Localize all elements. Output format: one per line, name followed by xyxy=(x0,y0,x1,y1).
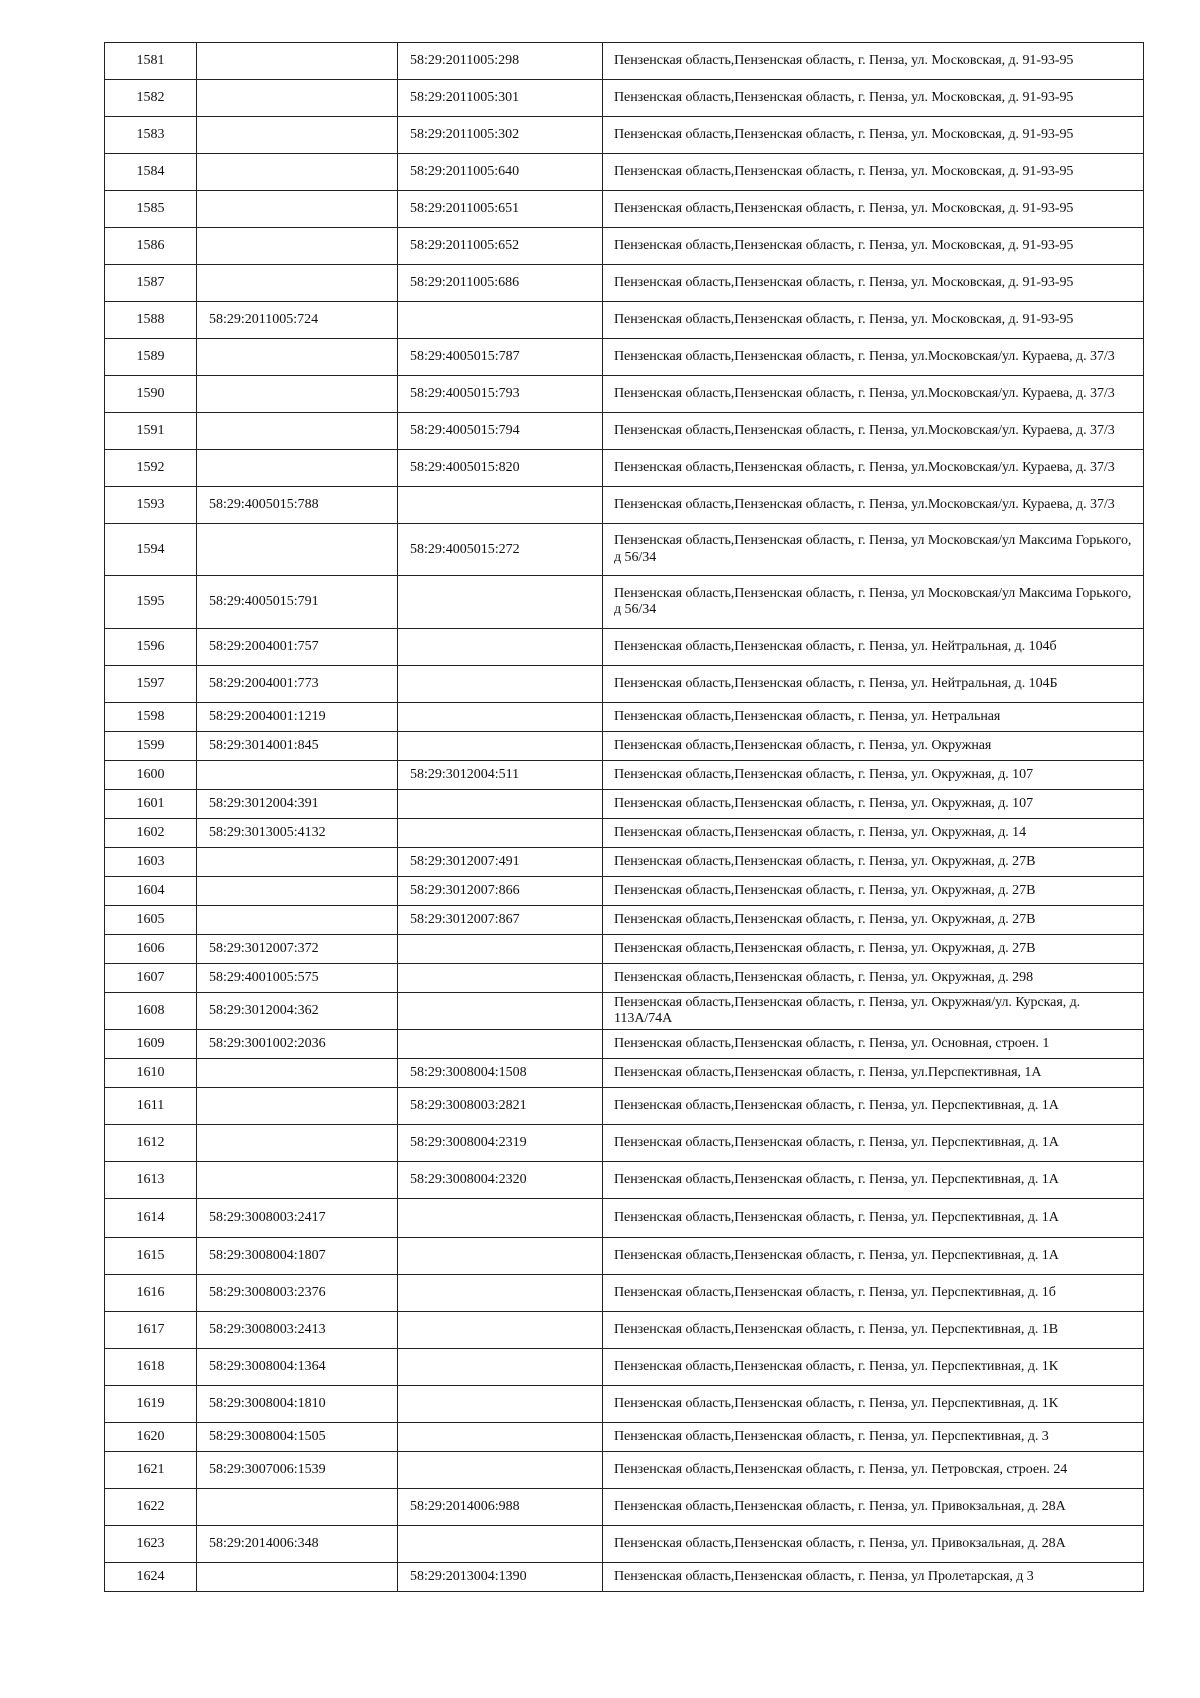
table-row xyxy=(105,1386,1144,1423)
cadastral-number-parcel xyxy=(197,339,398,376)
address-cell: Пензенская область,Пензенская область, г. Пенза, ул. Нейтральная, д. 104Б xyxy=(603,666,1144,703)
row-number: 1619 xyxy=(105,1386,197,1423)
table-row xyxy=(105,877,1144,906)
table-row xyxy=(105,80,1144,117)
table-row xyxy=(105,906,1144,935)
address-cell: Пензенская область,Пензенская область, г. Пенза, ул. Окружная, д. 107 xyxy=(603,761,1144,790)
table-row xyxy=(105,154,1144,191)
row-number: 1604 xyxy=(105,877,197,906)
address-cell: Пензенская область,Пензенская область, г. Пенза, ул. Привокзальная, д. 28А xyxy=(603,1489,1144,1526)
row-number: 1591 xyxy=(105,413,197,450)
table-row xyxy=(105,524,1144,576)
address-cell: Пензенская область,Пензенская область, г. Пенза, ул. Московская, д. 91-93-95 xyxy=(603,302,1144,339)
row-number: 1609 xyxy=(105,1030,197,1059)
address-cell: Пензенская область,Пензенская область, г. Пенза, ул. Перспективная, д. 1В xyxy=(603,1312,1144,1349)
table-row xyxy=(105,1312,1144,1349)
address-cell: Пензенская область,Пензенская область, г. Пенза, ул. Перспективная, д. 1А xyxy=(603,1238,1144,1275)
address-cell: Пензенская область,Пензенская область, г. Пенза, ул. Перспективная, д. 1б xyxy=(603,1275,1144,1312)
cadastral-number-parcel: 58:29:3008004:1505 xyxy=(197,1423,398,1452)
table-row xyxy=(105,450,1144,487)
cadastral-number-premises: 58:29:3008004:2319 xyxy=(398,1125,603,1162)
cadastral-number-parcel xyxy=(197,154,398,191)
row-number: 1612 xyxy=(105,1125,197,1162)
row-number: 1582 xyxy=(105,80,197,117)
cadastral-number-premises xyxy=(398,629,603,666)
cadastral-number-parcel xyxy=(197,191,398,228)
cadastral-number-parcel xyxy=(197,117,398,154)
table-row xyxy=(105,1563,1144,1592)
cadastral-table xyxy=(104,42,1144,1592)
cadastral-number-parcel: 58:29:2004001:1219 xyxy=(197,703,398,732)
table-row xyxy=(105,302,1144,339)
table-row xyxy=(105,1030,1144,1059)
table-row xyxy=(105,339,1144,376)
row-number: 1621 xyxy=(105,1452,197,1489)
address-cell: Пензенская область,Пензенская область, г. Пенза, ул. Московская, д. 91-93-95 xyxy=(603,191,1144,228)
row-number: 1590 xyxy=(105,376,197,413)
address-cell: Пензенская область,Пензенская область, г. Пенза, ул. Нетральная xyxy=(603,703,1144,732)
row-number: 1593 xyxy=(105,487,197,524)
address-cell: Пензенская область,Пензенская область, г. Пенза, ул. Окружная, д. 27В xyxy=(603,877,1144,906)
address-cell: Пензенская область,Пензенская область, г. Пенза, ул. Московская, д. 91-93-95 xyxy=(603,228,1144,265)
table-row xyxy=(105,191,1144,228)
cadastral-number-premises: 58:29:3008004:1508 xyxy=(398,1059,603,1088)
row-number: 1610 xyxy=(105,1059,197,1088)
cadastral-number-premises xyxy=(398,1526,603,1563)
cadastral-number-premises: 58:29:3008004:2320 xyxy=(398,1162,603,1199)
row-number: 1605 xyxy=(105,906,197,935)
table-row xyxy=(105,1199,1144,1238)
cadastral-number-premises: 58:29:3012004:511 xyxy=(398,761,603,790)
cadastral-number-parcel: 58:29:3012004:362 xyxy=(197,993,398,1030)
table-row xyxy=(105,413,1144,450)
cadastral-number-premises xyxy=(398,703,603,732)
cadastral-number-premises: 58:29:4005015:794 xyxy=(398,413,603,450)
row-number: 1581 xyxy=(105,43,197,80)
table-row xyxy=(105,1452,1144,1489)
cadastral-number-parcel: 58:29:3008003:2376 xyxy=(197,1275,398,1312)
cadastral-number-parcel: 58:29:3008004:1807 xyxy=(197,1238,398,1275)
address-cell: Пензенская область,Пензенская область, г. Пенза, ул. Московская, д. 91-93-95 xyxy=(603,43,1144,80)
address-cell: Пензенская область,Пензенская область, г. Пенза, ул Московская/ул Максима Горького, д 56/34 xyxy=(603,576,1144,629)
cadastral-number-premises: 58:29:2011005:298 xyxy=(398,43,603,80)
table-row xyxy=(105,576,1144,629)
table-row xyxy=(105,1349,1144,1386)
address-cell: Пензенская область,Пензенская область, г. Пенза, ул. Перспективная, д. 1К xyxy=(603,1349,1144,1386)
table-row xyxy=(105,1489,1144,1526)
row-number: 1608 xyxy=(105,993,197,1030)
cadastral-number-premises: 58:29:2011005:301 xyxy=(398,80,603,117)
cadastral-number-premises: 58:29:2011005:302 xyxy=(398,117,603,154)
address-cell: Пензенская область,Пензенская область, г. Пенза, ул. Окружная, д. 107 xyxy=(603,790,1144,819)
cadastral-number-premises: 58:29:4005015:793 xyxy=(398,376,603,413)
cadastral-number-parcel xyxy=(197,265,398,302)
address-cell: Пензенская область,Пензенская область, г. Пенза, ул. Московская, д. 91-93-95 xyxy=(603,154,1144,191)
address-cell: Пензенская область,Пензенская область, г. Пенза, ул.Московская/ул. Кураева, д. 37/3 xyxy=(603,413,1144,450)
cadastral-number-premises: 58:29:3012007:866 xyxy=(398,877,603,906)
row-number: 1607 xyxy=(105,964,197,993)
table-row xyxy=(105,848,1144,877)
cadastral-number-premises: 58:29:3012007:491 xyxy=(398,848,603,877)
cadastral-number-parcel xyxy=(197,906,398,935)
address-cell: Пензенская область,Пензенская область, г. Пенза, ул. Перспективная, д. 1А xyxy=(603,1088,1144,1125)
address-cell: Пензенская область,Пензенская область, г. Пенза, ул.Московская/ул. Кураева, д. 37/3 xyxy=(603,339,1144,376)
address-cell: Пензенская область,Пензенская область, г. Пенза, ул. Привокзальная, д. 28А xyxy=(603,1526,1144,1563)
cadastral-number-parcel xyxy=(197,877,398,906)
address-cell: Пензенская область,Пензенская область, г. Пенза, ул. Московская, д. 91-93-95 xyxy=(603,80,1144,117)
row-number: 1587 xyxy=(105,265,197,302)
row-number: 1618 xyxy=(105,1349,197,1386)
cadastral-number-premises xyxy=(398,1238,603,1275)
cadastral-number-premises xyxy=(398,732,603,761)
address-cell: Пензенская область,Пензенская область, г. Пенза, ул. Перспективная, д. 3 xyxy=(603,1423,1144,1452)
row-number: 1600 xyxy=(105,761,197,790)
cadastral-number-premises xyxy=(398,1199,603,1238)
row-number: 1583 xyxy=(105,117,197,154)
address-cell: Пензенская область,Пензенская область, г. Пенза, ул. Перспективная, д. 1К xyxy=(603,1386,1144,1423)
address-cell: Пензенская область,Пензенская область, г. Пенза, ул. Окружная, д. 27В xyxy=(603,906,1144,935)
cadastral-number-parcel xyxy=(197,413,398,450)
cadastral-number-premises: 58:29:2011005:652 xyxy=(398,228,603,265)
table-row xyxy=(105,790,1144,819)
address-cell: Пензенская область,Пензенская область, г. Пенза, ул. Окружная, д. 27В xyxy=(603,935,1144,964)
row-number: 1592 xyxy=(105,450,197,487)
row-number: 1620 xyxy=(105,1423,197,1452)
cadastral-number-parcel xyxy=(197,761,398,790)
cadastral-number-parcel: 58:29:3008003:2417 xyxy=(197,1199,398,1238)
cadastral-number-parcel: 58:29:4005015:788 xyxy=(197,487,398,524)
cadastral-number-parcel xyxy=(197,228,398,265)
cadastral-number-premises xyxy=(398,790,603,819)
table-row xyxy=(105,228,1144,265)
cadastral-number-premises xyxy=(398,1275,603,1312)
address-cell: Пензенская область,Пензенская область, г. Пенза, ул. Петровская, строен. 24 xyxy=(603,1452,1144,1489)
row-number: 1588 xyxy=(105,302,197,339)
table-row xyxy=(105,265,1144,302)
row-number: 1603 xyxy=(105,848,197,877)
cadastral-number-premises xyxy=(398,964,603,993)
table-row xyxy=(105,487,1144,524)
row-number: 1623 xyxy=(105,1526,197,1563)
address-cell: Пензенская область,Пензенская область, г. Пенза, ул. Основная, строен. 1 xyxy=(603,1030,1144,1059)
cadastral-number-premises xyxy=(398,935,603,964)
address-cell: Пензенская область,Пензенская область, г. Пенза, ул. Нейтральная, д. 104б xyxy=(603,629,1144,666)
table-row xyxy=(105,629,1144,666)
cadastral-number-premises xyxy=(398,666,603,703)
table-row xyxy=(105,732,1144,761)
cadastral-number-parcel: 58:29:3007006:1539 xyxy=(197,1452,398,1489)
cadastral-number-parcel: 58:29:2011005:724 xyxy=(197,302,398,339)
cadastral-number-premises: 58:29:2011005:640 xyxy=(398,154,603,191)
cadastral-number-premises: 58:29:3012007:867 xyxy=(398,906,603,935)
cadastral-number-parcel xyxy=(197,450,398,487)
row-number: 1613 xyxy=(105,1162,197,1199)
table-row xyxy=(105,1125,1144,1162)
row-number: 1622 xyxy=(105,1489,197,1526)
cadastral-number-premises: 58:29:4005015:820 xyxy=(398,450,603,487)
cadastral-number-premises: 58:29:2011005:686 xyxy=(398,265,603,302)
table-body xyxy=(105,43,1144,1592)
cadastral-number-premises xyxy=(398,1030,603,1059)
row-number: 1614 xyxy=(105,1199,197,1238)
cadastral-number-parcel xyxy=(197,1162,398,1199)
cadastral-number-parcel xyxy=(197,1563,398,1592)
cadastral-number-parcel: 58:29:3014001:845 xyxy=(197,732,398,761)
row-number: 1598 xyxy=(105,703,197,732)
address-cell: Пензенская область,Пензенская область, г. Пенза, ул.Перспективная, 1А xyxy=(603,1059,1144,1088)
cadastral-number-parcel: 58:29:3001002:2036 xyxy=(197,1030,398,1059)
table-row xyxy=(105,1275,1144,1312)
row-number: 1601 xyxy=(105,790,197,819)
cadastral-number-premises xyxy=(398,1386,603,1423)
cadastral-number-premises: 58:29:3008003:2821 xyxy=(398,1088,603,1125)
address-cell: Пензенская область,Пензенская область, г. Пенза, ул.Московская/ул. Кураева, д. 37/3 xyxy=(603,450,1144,487)
cadastral-number-premises: 58:29:2011005:651 xyxy=(398,191,603,228)
address-cell: Пензенская область,Пензенская область, г. Пенза, ул. Перспективная, д. 1А xyxy=(603,1199,1144,1238)
row-number: 1624 xyxy=(105,1563,197,1592)
cadastral-number-premises: 58:29:2014006:988 xyxy=(398,1489,603,1526)
address-cell: Пензенская область,Пензенская область, г. Пенза, ул Пролетарская, д 3 xyxy=(603,1563,1144,1592)
table-row xyxy=(105,43,1144,80)
row-number: 1584 xyxy=(105,154,197,191)
address-cell: Пензенская область,Пензенская область, г. Пенза, ул. Перспективная, д. 1А xyxy=(603,1125,1144,1162)
cadastral-number-parcel xyxy=(197,1059,398,1088)
address-cell: Пензенская область,Пензенская область, г. Пенза, ул.Московская/ул. Кураева, д. 37/3 xyxy=(603,376,1144,413)
cadastral-number-parcel: 58:29:4005015:791 xyxy=(197,576,398,629)
row-number: 1606 xyxy=(105,935,197,964)
cadastral-number-premises xyxy=(398,576,603,629)
table-row xyxy=(105,1088,1144,1125)
cadastral-number-parcel xyxy=(197,1088,398,1125)
cadastral-number-premises xyxy=(398,1423,603,1452)
address-cell: Пензенская область,Пензенская область, г. Пенза, ул. Окружная, д. 27В xyxy=(603,848,1144,877)
cadastral-number-premises xyxy=(398,1349,603,1386)
table-row xyxy=(105,1423,1144,1452)
table-row xyxy=(105,117,1144,154)
row-number: 1585 xyxy=(105,191,197,228)
table-row xyxy=(105,993,1144,1030)
table-row xyxy=(105,1162,1144,1199)
cadastral-number-premises xyxy=(398,1452,603,1489)
cadastral-number-parcel xyxy=(197,376,398,413)
row-number: 1599 xyxy=(105,732,197,761)
row-number: 1596 xyxy=(105,629,197,666)
address-cell: Пензенская область,Пензенская область, г. Пенза, ул. Московская, д. 91-93-95 xyxy=(603,117,1144,154)
cadastral-number-parcel xyxy=(197,1489,398,1526)
table-row xyxy=(105,819,1144,848)
address-cell: Пензенская область,Пензенская область, г. Пенза, ул. Окружная, д. 298 xyxy=(603,964,1144,993)
cadastral-number-parcel: 58:29:3008003:2413 xyxy=(197,1312,398,1349)
row-number: 1611 xyxy=(105,1088,197,1125)
row-number: 1616 xyxy=(105,1275,197,1312)
cadastral-number-parcel: 58:29:3013005:4132 xyxy=(197,819,398,848)
cadastral-number-premises xyxy=(398,1312,603,1349)
row-number: 1615 xyxy=(105,1238,197,1275)
row-number: 1597 xyxy=(105,666,197,703)
row-number: 1595 xyxy=(105,576,197,629)
table-row xyxy=(105,964,1144,993)
table-row xyxy=(105,1059,1144,1088)
cadastral-number-premises xyxy=(398,487,603,524)
address-cell: Пензенская область,Пензенская область, г. Пенза, ул. Московская, д. 91-93-95 xyxy=(603,265,1144,302)
row-number: 1602 xyxy=(105,819,197,848)
cadastral-number-parcel xyxy=(197,1125,398,1162)
cadastral-number-parcel: 58:29:3008004:1810 xyxy=(197,1386,398,1423)
cadastral-number-parcel xyxy=(197,43,398,80)
table-row xyxy=(105,703,1144,732)
row-number: 1586 xyxy=(105,228,197,265)
cadastral-number-premises xyxy=(398,302,603,339)
cadastral-number-parcel xyxy=(197,524,398,576)
table-row xyxy=(105,666,1144,703)
table-row xyxy=(105,1238,1144,1275)
table-row xyxy=(105,1526,1144,1563)
row-number: 1594 xyxy=(105,524,197,576)
cadastral-number-premises: 58:29:4005015:787 xyxy=(398,339,603,376)
table-row xyxy=(105,761,1144,790)
address-cell: Пензенская область,Пензенская область, г. Пенза, ул. Окружная/ул. Курская, д. 113А/74А xyxy=(603,993,1144,1030)
cadastral-number-parcel: 58:29:2004001:773 xyxy=(197,666,398,703)
cadastral-number-parcel: 58:29:2014006:348 xyxy=(197,1526,398,1563)
row-number: 1617 xyxy=(105,1312,197,1349)
cadastral-number-parcel: 58:29:3012007:372 xyxy=(197,935,398,964)
address-cell: Пензенская область,Пензенская область, г. Пенза, ул. Перспективная, д. 1А xyxy=(603,1162,1144,1199)
cadastral-number-premises xyxy=(398,819,603,848)
cadastral-number-premises: 58:29:4005015:272 xyxy=(398,524,603,576)
cadastral-number-parcel: 58:29:4001005:575 xyxy=(197,964,398,993)
cadastral-number-premises xyxy=(398,993,603,1030)
cadastral-number-parcel: 58:29:3012004:391 xyxy=(197,790,398,819)
cadastral-number-parcel xyxy=(197,848,398,877)
address-cell: Пензенская область,Пензенская область, г. Пенза, ул.Московская/ул. Кураева, д. 37/3 xyxy=(603,487,1144,524)
cadastral-number-parcel: 58:29:3008004:1364 xyxy=(197,1349,398,1386)
address-cell: Пензенская область,Пензенская область, г. Пенза, ул Московская/ул Максима Горького, д 56/34 xyxy=(603,524,1144,576)
cadastral-number-premises: 58:29:2013004:1390 xyxy=(398,1563,603,1592)
address-cell: Пензенская область,Пензенская область, г. Пенза, ул. Окружная xyxy=(603,732,1144,761)
table-row xyxy=(105,376,1144,413)
row-number: 1589 xyxy=(105,339,197,376)
table-row xyxy=(105,935,1144,964)
cadastral-number-parcel xyxy=(197,80,398,117)
address-cell: Пензенская область,Пензенская область, г. Пенза, ул. Окружная, д. 14 xyxy=(603,819,1144,848)
cadastral-number-parcel: 58:29:2004001:757 xyxy=(197,629,398,666)
